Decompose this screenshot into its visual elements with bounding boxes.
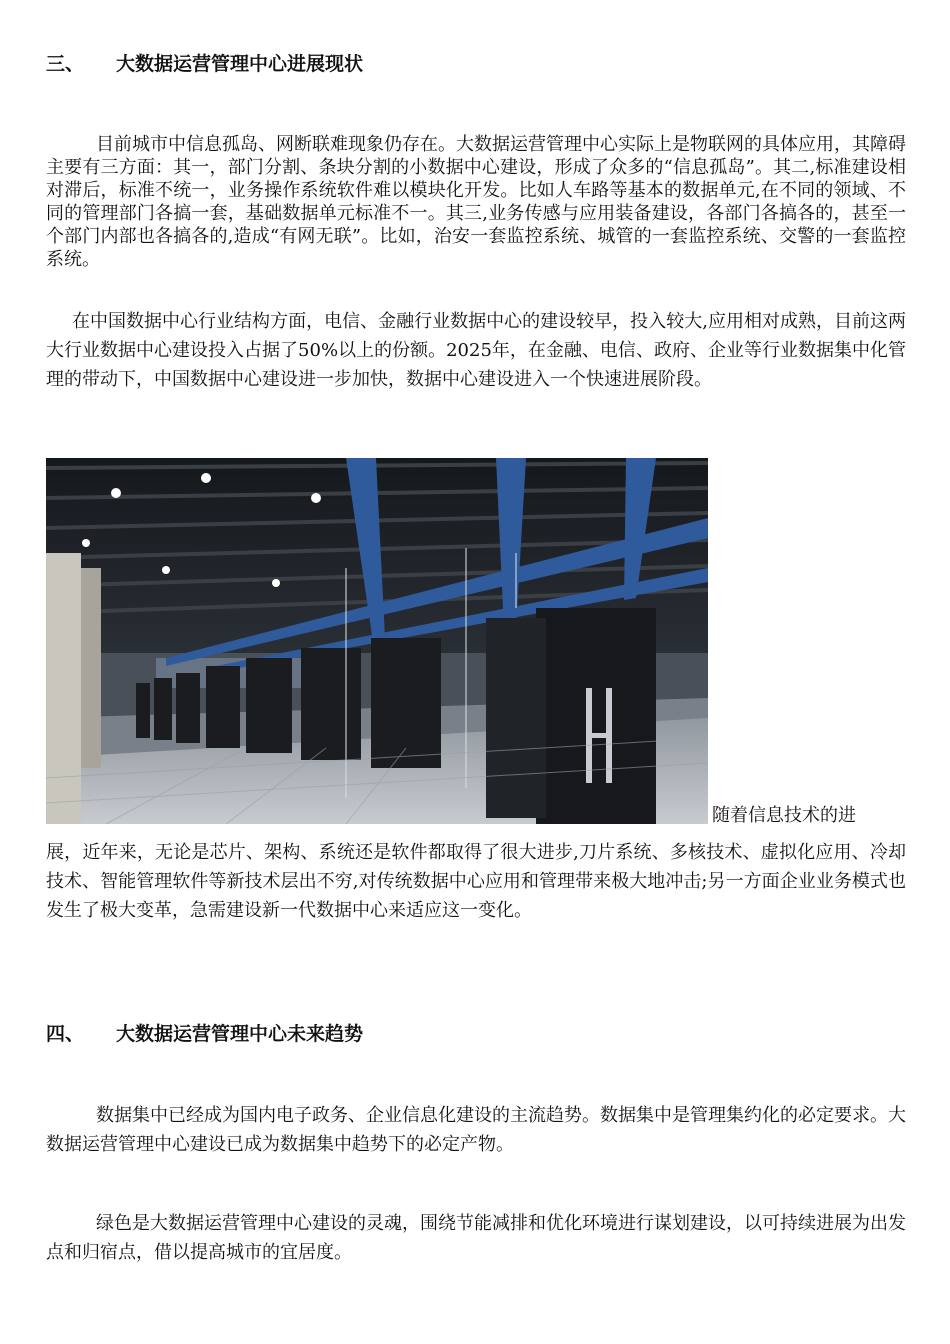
section-4-paragraph-2: 绿色是大数据运营管理中心建设的灵魂，围绕节能减排和优化环境进行谋划建设，以可持续进展为出发点和归宿点，借以提高城市的宜居度。 <box>46 1213 906 1263</box>
section-3-paragraph-1: 目前城市中信息孤岛、网断联难现象仍存在。大数据运营管理中心实际上是物联网的具体应用，其障碍主要有三方面：其一，部门分割、条块分割的小数据中心建设，形成了众多的“信息孤岛”。其二,标准建设相对滞后，标准不统一，业务操作系统软件难以模块化开发。比如人车路等基本的数据单元,在不同的领域、不同的管理部门各搞一套，基础数据单元标准不一。其三,业务传感与应用装备建设，各部门各搞各的，甚至一个部门内部也各搞各的,造成“有网无联”。比如，治安一套监控系统、城管的一套监控系统、交警的一套监控系统。 <box>46 134 906 270</box>
data-center-photo <box>46 458 708 824</box>
section-3-title: 大数据运营管理中心进展现状 <box>116 53 364 75</box>
section-3-number: 三、 <box>46 53 85 75</box>
section-3-paragraph-3-start: 随着信息技术的进 <box>712 805 856 826</box>
section-3-paragraph-3: 展，近年来，无论是芯片、架构、系统还是软件都取得了很大进步,刀片系统、多核技术、虚拟化应用、冷却技术、智能管理软件等新技术层出不穷,对传统数据中心应用和管理带来极大地冲击;另一方面企业业务模式也发生了极大变革，急需建设新一代数据中心来适应这一变化。 <box>46 842 906 921</box>
section-4-heading <box>46 1022 363 1046</box>
section-4-paragraph-1: 数据集中已经成为国内电子政务、企业信息化建设的主流趋势。数据集中是管理集约化的必定要求。大数据运营管理中心建设已成为数据集中趋势下的必定产物。 <box>46 1105 906 1155</box>
section-3-paragraph-2: 在中国数据中心行业结构方面，电信、金融行业数据中心的建设较早，投入较大,应用相对成熟，目前这两大行业数据中心建设投入占据了50%以上的份额。2025年，在金融、电信、政府、企业等行业数据集中化管理的带动下，中国数据中心建设进一步加快，数据中心建设进入一个快速进展阶段。 <box>46 311 906 390</box>
section-4-number: 四、 <box>46 1023 85 1045</box>
section-3-heading <box>46 52 363 76</box>
section-4-title: 大数据运营管理中心未来趋势 <box>116 1023 364 1045</box>
